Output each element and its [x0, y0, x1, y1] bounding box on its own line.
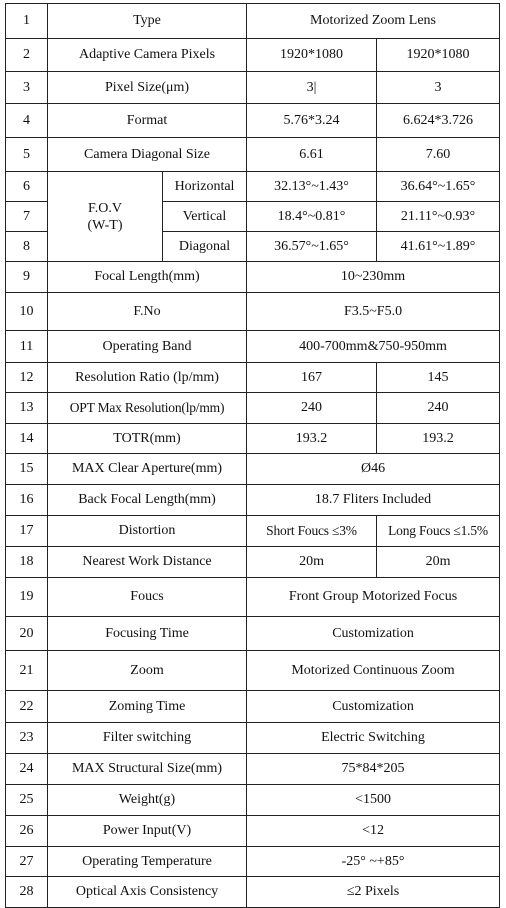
row-value-1: 193.2 — [247, 424, 377, 454]
row-number: 24 — [6, 754, 48, 785]
row-value: -25° ~+85° — [247, 847, 500, 877]
fov-label — [48, 172, 163, 262]
row-value-2: 41.61°~1.89° — [377, 232, 500, 262]
row-value: 400-700mm&750-950mm — [247, 331, 500, 363]
table-row — [6, 293, 500, 331]
row-label: Camera Diagonal Size — [48, 138, 247, 172]
row-value-2: 7.60 — [377, 138, 500, 172]
spec-table-container — [5, 3, 499, 908]
row-number: 21 — [6, 651, 48, 691]
table-row — [6, 578, 500, 617]
row-value-1: 240 — [247, 393, 377, 424]
row-value-1: 3| — [247, 72, 377, 104]
row-label: Weight(g) — [48, 785, 247, 816]
row-value-1: 5.76*3.24 — [247, 104, 377, 138]
row-value-1: 1920*1080 — [247, 39, 377, 72]
row-value: Front Group Motorized Focus — [247, 578, 500, 617]
table-row — [6, 104, 500, 138]
row-value-1: 20m — [247, 547, 377, 578]
row-label: Optical Axis Consistency — [48, 877, 247, 908]
row-number: 15 — [6, 454, 48, 485]
fov-label-line1: F.O.V — [88, 200, 122, 216]
row-label: TOTR(mm) — [48, 424, 247, 454]
table-row — [6, 138, 500, 172]
row-value-2: 145 — [377, 363, 500, 393]
row-value-1: Short Foucs ≤3% — [247, 516, 377, 547]
row-value-1: 18.4°~0.81° — [247, 202, 377, 232]
row-value-2: Long Foucs ≤1.5% — [377, 516, 500, 547]
row-value-2: 1920*1080 — [377, 39, 500, 72]
row-value-1: 167 — [247, 363, 377, 393]
row-value: Customization — [247, 617, 500, 651]
fov-sublabel: Horizontal — [163, 172, 247, 202]
row-label: Pixel Size(μm) — [48, 72, 247, 104]
row-value: 75*84*205 — [247, 754, 500, 785]
row-number: 13 — [6, 393, 48, 424]
row-value: F3.5~F5.0 — [247, 293, 500, 331]
row-label: F.No — [48, 293, 247, 331]
row-label: Resolution Ratio (lp/mm) — [48, 363, 247, 393]
row-label: Distortion — [48, 516, 247, 547]
table-row — [6, 454, 500, 485]
fov-label-line2: (W-T) — [87, 217, 123, 233]
row-number: 4 — [6, 104, 48, 138]
row-number: 18 — [6, 547, 48, 578]
row-label: Zoom — [48, 651, 247, 691]
table-row — [6, 363, 500, 393]
row-number: 5 — [6, 138, 48, 172]
row-number: 17 — [6, 516, 48, 547]
row-label: Foucs — [48, 578, 247, 617]
fov-sublabel: Vertical — [163, 202, 247, 232]
row-label: Power Input(V) — [48, 816, 247, 847]
row-number: 22 — [6, 691, 48, 723]
row-label: OPT Max Resolution(lp/mm) — [48, 393, 247, 424]
table-row — [6, 4, 500, 39]
row-number: 26 — [6, 816, 48, 847]
row-number: 19 — [6, 578, 48, 617]
table-row — [6, 816, 500, 847]
fov-sublabel: Diagonal — [163, 232, 247, 262]
row-value-1: 36.57°~1.65° — [247, 232, 377, 262]
table-row — [6, 785, 500, 816]
row-value: Motorized Continuous Zoom — [247, 651, 500, 691]
table-row — [6, 754, 500, 785]
row-number: 8 — [6, 232, 48, 262]
row-label: Focal Length(mm) — [48, 262, 247, 293]
row-label: Filter switching — [48, 723, 247, 754]
table-row — [6, 72, 500, 104]
table-row — [6, 723, 500, 754]
row-value: 18.7 Fliters Included — [247, 485, 500, 516]
table-row — [6, 847, 500, 877]
row-value: Motorized Zoom Lens — [247, 4, 500, 39]
spec-table — [5, 3, 500, 908]
row-number: 10 — [6, 293, 48, 331]
row-value-2: 6.624*3.726 — [377, 104, 500, 138]
row-label: Type — [48, 4, 247, 39]
row-label: Operating Band — [48, 331, 247, 363]
row-number: 9 — [6, 262, 48, 293]
row-label: Adaptive Camera Pixels — [48, 39, 247, 72]
row-value: Electric Switching — [247, 723, 500, 754]
row-value: ≤2 Pixels — [247, 877, 500, 908]
row-number: 20 — [6, 617, 48, 651]
row-label: Back Focal Length(mm) — [48, 485, 247, 516]
row-number: 16 — [6, 485, 48, 516]
table-row — [6, 651, 500, 691]
row-number: 2 — [6, 39, 48, 72]
row-value: Customization — [247, 691, 500, 723]
row-number: 1 — [6, 4, 48, 39]
row-number: 23 — [6, 723, 48, 754]
row-value-2: 3 — [377, 72, 500, 104]
row-label: Zoming Time — [48, 691, 247, 723]
table-row — [6, 617, 500, 651]
row-label: Nearest Work Distance — [48, 547, 247, 578]
table-row — [6, 516, 500, 547]
row-number: 6 — [6, 172, 48, 202]
table-row — [6, 691, 500, 723]
row-value-1: 32.13°~1.43° — [247, 172, 377, 202]
table-row — [6, 393, 500, 424]
row-label: Focusing Time — [48, 617, 247, 651]
row-value: <1500 — [247, 785, 500, 816]
table-row — [6, 485, 500, 516]
row-number: 3 — [6, 72, 48, 104]
row-number: 14 — [6, 424, 48, 454]
row-value: <12 — [247, 816, 500, 847]
table-row — [6, 424, 500, 454]
row-number: 7 — [6, 202, 48, 232]
row-value-2: 20m — [377, 547, 500, 578]
table-row — [6, 877, 500, 908]
row-number: 28 — [6, 877, 48, 908]
row-label: Format — [48, 104, 247, 138]
row-label: Operating Temperature — [48, 847, 247, 877]
row-label: MAX Clear Aperture(mm) — [48, 454, 247, 485]
table-row — [6, 547, 500, 578]
row-value-2: 36.64°~1.65° — [377, 172, 500, 202]
row-number: 27 — [6, 847, 48, 877]
row-value-2: 193.2 — [377, 424, 500, 454]
row-number: 12 — [6, 363, 48, 393]
row-value-2: 240 — [377, 393, 500, 424]
row-value-2: 21.11°~0.93° — [377, 202, 500, 232]
table-row — [6, 39, 500, 72]
row-value-1: 6.61 — [247, 138, 377, 172]
row-value: Ø46 — [247, 454, 500, 485]
row-number: 11 — [6, 331, 48, 363]
table-row — [6, 262, 500, 293]
table-row — [6, 331, 500, 363]
table-row — [6, 172, 500, 202]
row-label: MAX Structural Size(mm) — [48, 754, 247, 785]
row-number: 25 — [6, 785, 48, 816]
row-value: 10~230mm — [247, 262, 500, 293]
